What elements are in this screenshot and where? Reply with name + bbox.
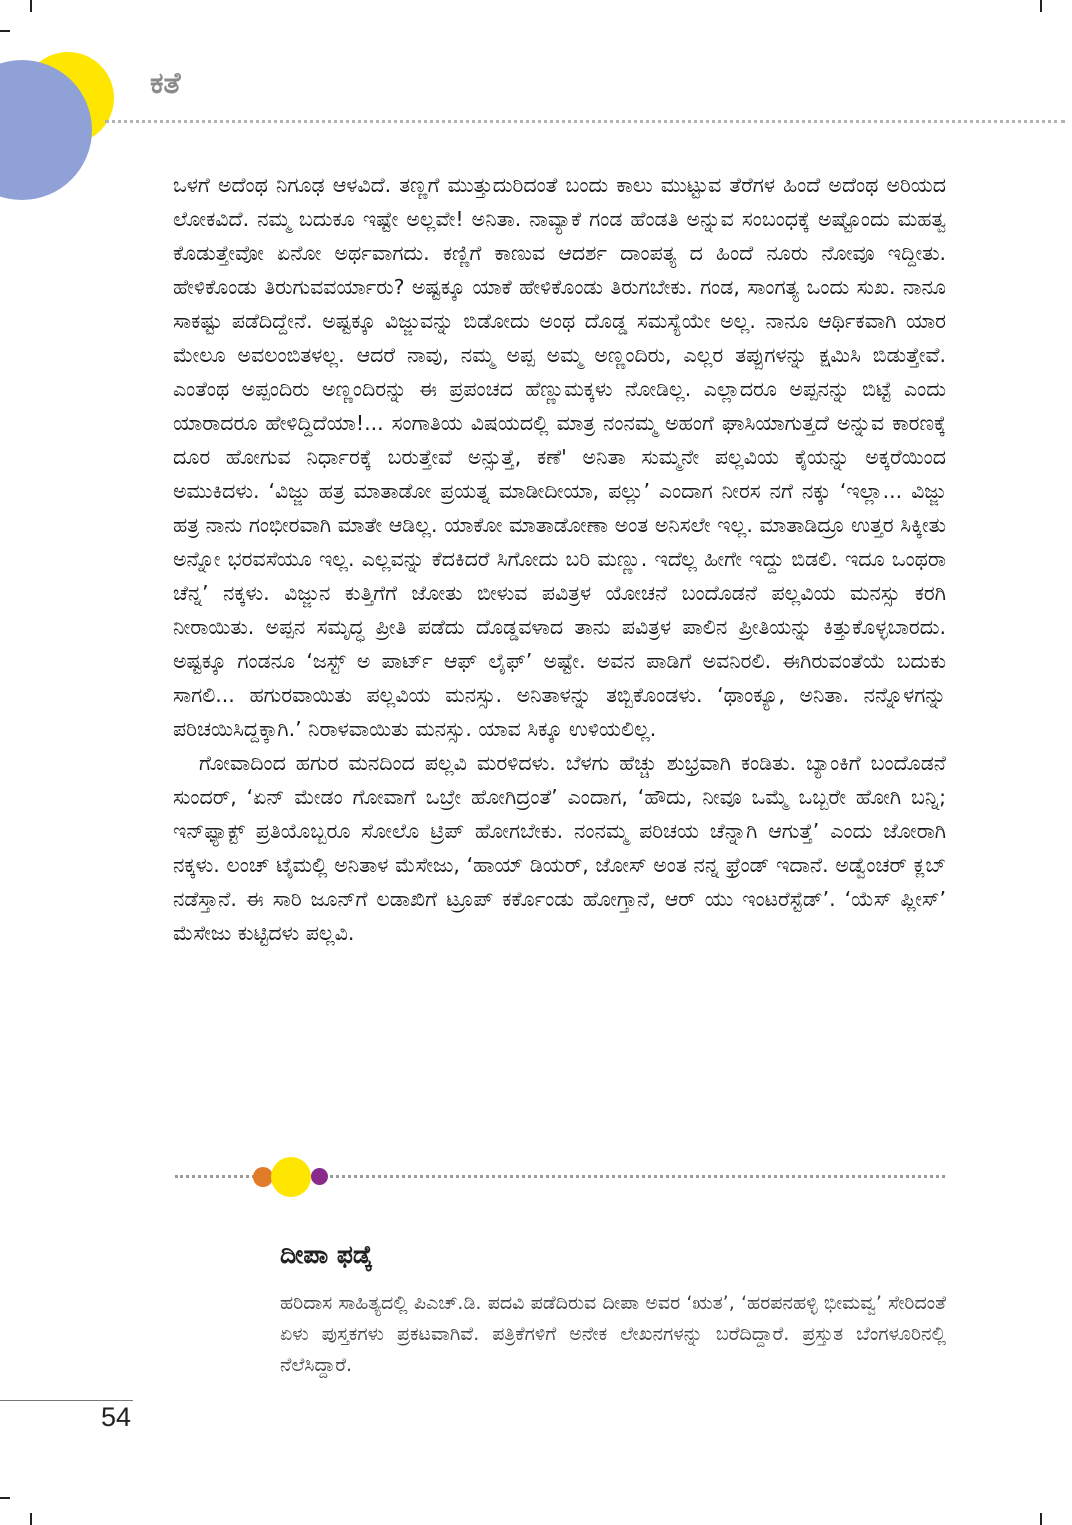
crop-mark [1040, 0, 1042, 12]
story-paragraph: ಗೋವಾದಿಂದ ಹಗುರ ಮನದಿಂದ ಪಲ್ಲವಿ ಮರಳಿದಳು. ಬೆಳಗು ಹೆಚ್ಚು ಶುಭ್ರವಾಗಿ ಕಂಡಿತು. ಬ್ಯಾಂಕಿಗೆ ಬಂದೊಡನೆ ಸುಂದರ್, ‘ಏನ್ ಮೇಡಂ ಗೋವಾಗೆ ಒಬ್ರೇ ಹೋಗಿದ್ರಂತೆ’ ಎಂದಾಗ, ‘ಹೌದು, ನೀವೂ ಒಮ್ಮೆ ಒಬ್ಬರೇ ಹೋಗಿ ಬನ್ನಿ; ಇನ್‌ಫ್ಯಾಕ್ಟ್ ಪ್ರತಿಯೊಬ್ಬರೂ ಸೋಲೊ ಟ್ರಿಪ್ ಹೋಗಬೇಕು. ನಂನಮ್ಮ ಪರಿಚಯ ಚೆನ್ನಾಗಿ ಆಗುತ್ತೆ’ ಎಂದು ಜೋರಾಗಿ ನಕ್ಕಳು. ಲಂಚ್ ಟೈಮಲ್ಲಿ ಅನಿತಾಳ ಮೆಸೇಜು, ‘ಹಾಯ್ ಡಿಯರ್, ಜೋಸ್ ಅಂತ ನನ್ನ ಫ್ರೆಂಡ್ ಇದಾನೆ. ಅಡ್ವೆಂಚರ್ ಕ್ಲಬ್ ನಡೆಸ್ತಾನೆ. ಈ ಸಾರಿ ಜೂನ್‌ಗೆ ಲಡಾಖಿಗೆ ಟ್ರೂಪ್ ಕರ್ಕೊಂಡು ಹೋಗ್ತಾನೆ, ಆರ್ ಯು ಇಂಟರೆಸ್ಟೆಡ್’. ‘ಯೆಸ್ ಪ್ಲೀಸ್’ ಮೆಸೇಜು ಕುಟ್ಟಿದಳು ಪಲ್ಲವಿ. [173, 751, 946, 945]
divider-yellow-dot [271, 1157, 311, 1197]
crop-mark [0, 30, 10, 32]
crop-mark [30, 1513, 32, 1525]
divider-orange-dot [253, 1167, 273, 1187]
story-paragraph: ಒಳಗೆ ಅದೆಂಥ ನಿಗೂಢ ಆಳವಿದೆ. ತಣ್ಣಗೆ ಮುತ್ತುದುರಿದಂತೆ ಬಂದು ಕಾಲು ಮುಟ್ಟುವ ತೆರೆಗಳ ಹಿಂದೆ ಅದೆಂಥ ಅರಿಯದ ಲೋಕವಿದೆ. ನಮ್ಮ ಬದುಕೂ ಇಷ್ಟೇ ಅಲ್ಲವೇ! ಅನಿತಾ. ನಾವ್ಯಾಕೆ ಗಂಡ ಹೆಂಡತಿ ಅನ್ನುವ ಸಂಬಂಧಕ್ಕೆ ಅಷ್ಟೊಂದು ಮಹತ್ವ ಕೊಡುತ್ತೇವೋ ಏನೋ ಅರ್ಥವಾಗದು. ಕಣ್ಣಿಗೆ ಕಾಣುವ ಆದರ್ಶ ದಾಂಪತ್ಯ ದ ಹಿಂದೆ ನೂರು ನೋವೂ ಇದ್ದೀತು. ಹೇಳಿಕೊಂಡು ತಿರುಗುವವರ್ಯಾರು? ಅಷ್ಟಕ್ಕೂ ಯಾಕೆ ಹೇಳಿಕೊಂಡು ತಿರುಗಬೇಕು. ಗಂಡ, ಸಾಂಗತ್ಯ ಒಂದು ಸುಖ. ನಾನೂ ಸಾಕಷ್ಟು ಪಡೆದಿದ್ದೇನೆ. ಅಷ್ಟಕ್ಕೂ ವಿಜ್ಜುವನ್ನು ಬಿಡೋದು ಅಂಥ ದೊಡ್ಡ ಸಮಸ್ಯೆಯೇ ಅಲ್ಲ. ನಾನೂ ಆರ್ಥಿಕವಾಗಿ ಯಾರ ಮೇಲೂ ಅವಲಂಬಿತಳಲ್ಲ. ಆದರೆ ನಾವು, ನಮ್ಮ ಅಪ್ಪ ಅಮ್ಮ ಅಣ್ಣಂದಿರು, ಎಲ್ಲರ ತಪ್ಪುಗಳನ್ನು ಕ್ಷಮಿಸಿ ಬಿಡುತ್ತೇವೆ. ಎಂತೆಂಥ ಅಪ್ಪಂದಿರು ಅಣ್ಣಂದಿರನ್ನು ಈ ಪ್ರಪಂಚದ ಹೆಣ್ಣುಮಕ್ಕಳು ನೋಡಿಲ್ಲ. ಎಲ್ಲಾದರೂ ಅಪ್ಪನನ್ನು ಬಿಟ್ಟೆ ಎಂದು ಯಾರಾದರೂ ಹೇಳಿದ್ದಿದೆಯಾ!... ಸಂಗಾತಿಯ ವಿಷಯದಲ್ಲಿ ಮಾತ್ರ ನಂನಮ್ಮ ಅಹಂಗೆ ಘಾಸಿಯಾಗುತ್ತದೆ ಅನ್ನುವ ಕಾರಣಕ್ಕೆ ದೂರ ಹೋಗುವ ನಿರ್ಧಾರಕ್ಕೆ ಬರುತ್ತೇವೆ ಅನ್ಸುತ್ತೆ, ಕಣೆ' ಅನಿತಾ ಸುಮ್ಮನೇ ಪಲ್ಲವಿಯ ಕೈಯನ್ನು ಅಕ್ಕರೆಯಿಂದ ಅಮುಕಿದಳು. ‘ವಿಜ್ಜು ಹತ್ರ ಮಾತಾಡೋ ಪ್ರಯತ್ನ ಮಾಡೀದೀಯಾ, ಪಲ್ಲು’ ಎಂದಾಗ ನೀರಸ ನಗೆ ನಕ್ಕು ‘ಇಲ್ಲಾ... ವಿಜ್ಜು ಹತ್ರ ನಾನು ಗಂಭೀರವಾಗಿ ಮಾತೇ ಆಡಿಲ್ಲ. ಯಾಕೋ ಮಾತಾಡೋಣಾ ಅಂತ ಅನಿಸಲೇ ಇಲ್ಲ. ಮಾತಾಡಿದ್ರೂ ಉತ್ತರ ಸಿಕ್ಕೀತು ಅನ್ನೋ ಭರವಸೆಯೂ ಇಲ್ಲ. ಎಲ್ಲವನ್ನು ಕೆದಕಿದರೆ ಸಿಗೋದು ಬರಿ ಮಣ್ಣು. ಇದೆಲ್ಲ ಹೀಗೇ ಇದ್ದು ಬಿಡಲಿ. ಇದೂ ಒಂಥರಾ ಚೆನ್ನ’ ನಕ್ಕಳು. ವಿಜ್ಜುನ ಕುತ್ತಿಗೆಗೆ ಜೋತು ಬೀಳುವ ಪವಿತ್ರಳ ಯೋಚನೆ ಬಂದೊಡನೆ ಪಲ್ಲವಿಯ ಮನಸ್ಸು ಕರಗಿ ನೀರಾಯಿತು. ಅಪ್ಪನ ಸಮೃದ್ಧ ಪ್ರೀತಿ ಪಡೆದು ದೊಡ್ಡವಳಾದ ತಾನು ಪವಿತ್ರಳ ಪಾಲಿನ ಪ್ರೀತಿಯನ್ನು ಕಿತ್ತುಕೊಳ್ಳಬಾರದು. ಅಷ್ಟಕ್ಕೂ ಗಂಡನೂ ‘ಜಸ್ಟ್ ಅ ಪಾರ್ಟ್ ಆಫ್ ಲೈಫ್’ ಅಷ್ಟೇ. ಅವನ ಪಾಡಿಗೆ ಅವನಿರಲಿ. ಈಗಿರುವಂತೆಯೆ ಬದುಕು ಸಾಗಲಿ... ಹಗುರವಾಯಿತು ಪಲ್ಲವಿಯ ಮನಸ್ಸು. ಅನಿತಾಳನ್ನು ತಬ್ಬಿಕೊಂಡಳು. ‘ಥಾಂಕ್ಯೂ, ಅನಿತಾ. ನನ್ನೊಳಗನ್ನು ಪರಿಚಯಿಸಿದ್ದಕ್ಕಾಗಿ.’ ನಿರಾಳವಾಯಿತು ಮನಸ್ಸು. ಯಾವ ಸಿಕ್ಕೂ ಉಳಿಯಲಿಲ್ಲ. [173, 173, 946, 741]
crop-mark [1040, 1513, 1042, 1525]
crop-mark [0, 1497, 10, 1499]
author-bio: ಹರಿದಾಸ ಸಾಹಿತ್ಯದಲ್ಲಿ ಪಿಎಚ್.ಡಿ. ಪದವಿ ಪಡೆದಿರುವ ದೀಪಾ ಅವರ ‘ಋತ’, ‘ಹರಪನಹಳ್ಳಿ ಭೀಮವ್ವ’ ಸೇರಿದಂತೆ ಏಳು ಪುಸ್ತಕಗಳು ಪ್ರಕಟವಾಗಿವೆ. ಪತ್ರಿಕೆಗಳಿಗೆ ಅನೇಕ ಲೇಖನಗಳನ್ನು ಬರೆದಿದ್ದಾರೆ. ಪ್ರಸ್ತುತ ಬೆಂಗಳೂರಿನಲ್ಲಿ ನೆಲೆಸಿದ್ದಾರೆ. [280, 1292, 946, 1376]
story-body [173, 168, 946, 950]
header-dotted-rule [105, 120, 1065, 123]
section-divider [175, 1157, 945, 1197]
divider-purple-dot [311, 1168, 328, 1185]
author-name: ದೀಪಾ ಫಡ್ಕೆ [280, 1240, 373, 1269]
page-number-rule [0, 1400, 133, 1401]
section-label: ಕತೆ [150, 66, 181, 101]
crop-mark [30, 0, 32, 12]
page-number: 54 [101, 1402, 132, 1432]
